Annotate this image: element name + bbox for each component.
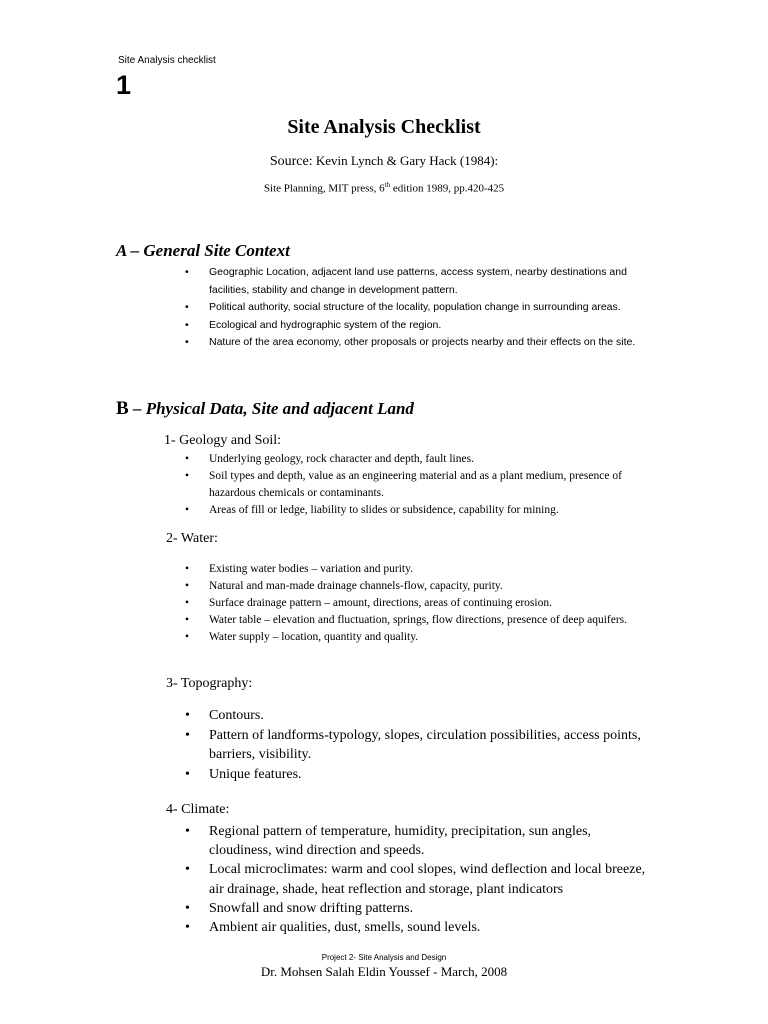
list-item-text: Geographic Location, adjacent land use patterns, access system, nearby destinations and facilities, stability and change in development pattern. — [209, 266, 627, 296]
list-item — [185, 822, 655, 860]
document-title: Site Analysis Checklist — [287, 116, 481, 138]
bullet-icon: • — [185, 453, 190, 465]
list-item — [185, 561, 655, 578]
bullet-icon: • — [185, 580, 190, 592]
list-item-text: Political authority, social structure of the locality, population change in surrounding areas. — [209, 301, 621, 313]
citation-after: edition 1989, pp.420-425 — [390, 182, 505, 195]
source-label: Source: — [269, 154, 313, 169]
bullet-icon: • — [185, 336, 189, 348]
list-item — [185, 860, 655, 898]
list-item — [185, 451, 655, 468]
list-item — [185, 264, 655, 299]
topography-list — [185, 706, 655, 785]
topography-heading: 3- Topography: — [166, 676, 253, 691]
list-item-text: Nature of the area economy, other proposals or projects nearby and their effects on the site. — [209, 336, 636, 348]
list-item — [185, 502, 655, 519]
citation-before: Site Planning, MIT press, 6 — [263, 182, 385, 195]
bullet-icon: • — [185, 597, 190, 609]
header-label: Site Analysis checklist — [118, 55, 216, 66]
list-item-text: Ambient air qualities, dust, smells, sound levels. — [209, 920, 481, 936]
list-item-text: Unique features. — [209, 767, 302, 782]
geology-heading: 1- Geology and Soil: — [164, 433, 282, 448]
bullet-icon: • — [185, 900, 190, 916]
list-item — [185, 918, 655, 937]
list-item — [185, 595, 655, 612]
list-item — [185, 317, 655, 335]
section-b-letter: B — [116, 398, 129, 419]
bullet-icon: • — [185, 266, 189, 278]
bullet-icon: • — [185, 614, 190, 626]
footer-label: Project 2- Site Analysis and Design — [321, 953, 447, 962]
bullet-icon: • — [185, 631, 190, 643]
section-a-list — [185, 264, 655, 352]
list-item-text: Local microclimates: warm and cool slopes, wind deflection and local breeze, air drainage, shade, heat reflection and storage, plant indicators — [209, 862, 646, 897]
list-item-text: Existing water bodies – variation and purity. — [209, 563, 413, 575]
list-item-text: Water table – elevation and fluctuation, springs, flow directions, presence of deep aquifers. — [209, 614, 628, 626]
list-item — [185, 334, 655, 352]
page-number: 1 — [116, 70, 132, 100]
list-item-text: Surface drainage pattern – amount, directions, areas of continuing erosion. — [209, 597, 552, 609]
bullet-icon: • — [185, 767, 190, 782]
list-item — [185, 629, 655, 646]
list-item — [185, 899, 655, 918]
source-line — [0, 153, 768, 170]
source-text: Kevin Lynch & Gary Hack (1984): — [315, 153, 499, 168]
footer-author: Dr. Mohsen Salah Eldin Youssef - March, 2008 — [260, 964, 508, 979]
bullet-icon: • — [185, 708, 190, 723]
list-item — [185, 706, 655, 725]
climate-heading: 4- Climate: — [166, 802, 230, 817]
section-b-heading — [116, 398, 414, 420]
climate-list — [185, 822, 655, 937]
bullet-icon: • — [185, 470, 190, 482]
citation-sup: th — [384, 181, 391, 189]
bullet-icon: • — [185, 824, 190, 839]
citation-line — [0, 181, 768, 195]
water-list — [185, 561, 655, 646]
list-item — [185, 765, 655, 784]
list-item — [185, 612, 655, 629]
list-item-text: Contours. — [209, 708, 264, 723]
list-item-text: Snowfall and snow drifting patterns. — [209, 900, 414, 916]
bullet-icon: • — [185, 563, 190, 575]
list-item — [185, 726, 655, 764]
bullet-icon: • — [185, 504, 190, 516]
bullet-icon: • — [185, 920, 190, 936]
list-item-text: Ecological and hydrographic system of the region. — [209, 318, 442, 331]
list-item-text: Natural and man-made drainage channels-flow, capacity, purity. — [209, 580, 503, 592]
section-a-heading: A – General Site Context — [116, 241, 290, 260]
bullet-icon: • — [185, 728, 190, 743]
geology-list — [185, 451, 655, 519]
section-b-title: – Physical Data, Site and adjacent Land — [128, 399, 414, 418]
list-item-text: Pattern of landforms-typology, slopes, circulation possibilities, access points, barriers, visibility. — [209, 728, 641, 762]
bullet-icon: • — [185, 862, 190, 878]
list-item-text: Underlying geology, rock character and depth, fault lines. — [209, 453, 474, 465]
list-item — [185, 468, 655, 502]
list-item-text: Areas of fill or ledge, liability to slides or subsidence, capability for mining. — [209, 504, 559, 516]
water-heading: 2- Water: — [166, 531, 218, 546]
list-item — [185, 299, 655, 317]
bullet-icon: • — [185, 318, 189, 331]
list-item — [185, 578, 655, 595]
list-item-text: Regional pattern of temperature, humidity, precipitation, sun angles, cloudiness, wind direction and speeds. — [209, 824, 592, 859]
list-item-text: Soil types and depth, value as an engineering material and as a plant medium, presence of hazardous chemicals or contaminants. — [209, 470, 622, 499]
bullet-icon: • — [185, 301, 189, 313]
list-item-text: Water supply – location, quantity and quality. — [209, 631, 419, 643]
